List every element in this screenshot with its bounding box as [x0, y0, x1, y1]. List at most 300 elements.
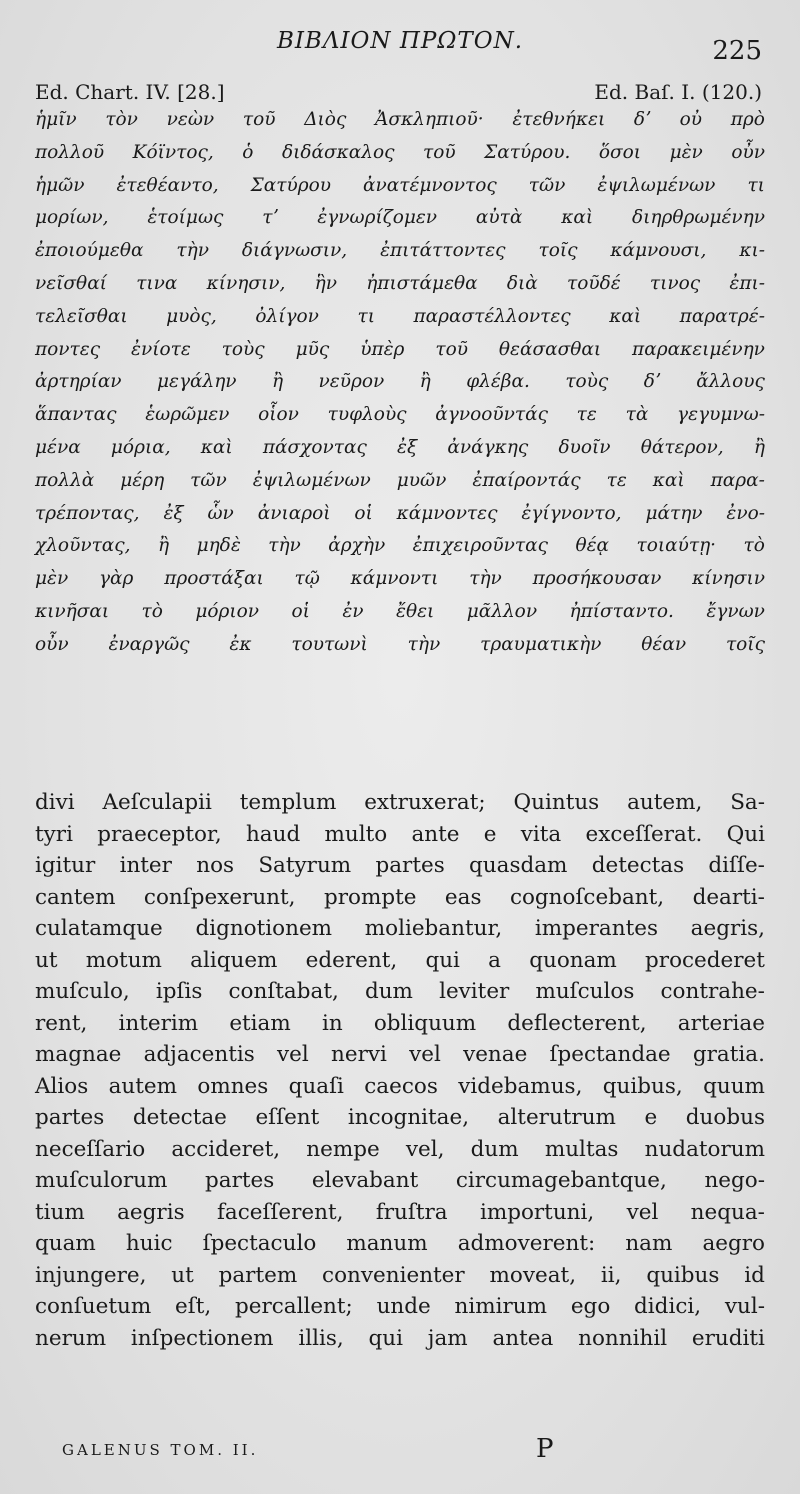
word: tium — [35, 1199, 85, 1225]
word: Qui — [726, 821, 765, 847]
word: παρατρέ- — [679, 305, 765, 327]
word: huic — [125, 1231, 173, 1256]
word: τοῦ — [435, 338, 468, 360]
word: in — [321, 1010, 343, 1036]
word: τὴν — [176, 240, 209, 262]
word: καὶ — [561, 207, 594, 229]
word: detectae — [132, 1105, 227, 1130]
word: τοῦ — [422, 141, 456, 163]
word: quonam — [529, 947, 617, 973]
word: ἐγίγνοντο, — [521, 502, 622, 524]
word: μῦς — [295, 338, 330, 360]
word: πολλὰ — [35, 469, 95, 491]
greek-text-line — [35, 432, 765, 465]
word: adjacentis — [143, 1042, 255, 1067]
word: τινα — [136, 272, 178, 294]
word: cantem — [35, 884, 116, 910]
word: προστάξαι — [164, 568, 264, 590]
word: οὖν — [35, 633, 69, 655]
word: ὧν — [207, 502, 234, 524]
word: elevabant — [311, 1168, 419, 1193]
word: τι — [747, 174, 765, 196]
word: eſt, — [175, 1294, 212, 1319]
latin-text-line — [35, 1071, 765, 1103]
word: divi — [35, 790, 75, 815]
word: ἐξ — [397, 436, 418, 458]
word: τε — [576, 404, 597, 426]
word: τοῖς — [725, 633, 765, 655]
word: τελεῖσθαι — [35, 305, 128, 327]
word: οἱ — [354, 502, 373, 524]
word: jam — [427, 1325, 468, 1351]
word: τοῦ — [242, 109, 276, 130]
word: ἐν — [342, 600, 364, 622]
word: τοῦδέ — [567, 272, 621, 294]
word: δʼ — [633, 109, 651, 130]
word: τῶν — [190, 469, 227, 491]
greek-text-line — [35, 235, 765, 268]
word: fruſtra — [375, 1199, 448, 1225]
word: ἀνατέμνοντος — [362, 174, 497, 196]
word: tyri — [35, 821, 73, 847]
word: πάσχοντας — [262, 436, 367, 458]
latin-text-line — [35, 1134, 765, 1166]
word: ἀρχὴν — [328, 535, 386, 557]
word: moveat, — [489, 1262, 577, 1288]
word: θεάσασθαι — [498, 338, 602, 360]
word: leviter — [439, 979, 510, 1004]
latin-text-line — [35, 882, 765, 914]
word: manum — [346, 1231, 428, 1256]
word: aegris, — [690, 916, 765, 941]
word: ut — [171, 1262, 194, 1288]
word: παρα- — [710, 469, 765, 491]
word: partes — [35, 1105, 105, 1130]
word: μεγάλην — [157, 371, 237, 393]
word: culatamque — [35, 916, 163, 941]
word: τʼ — [262, 207, 279, 229]
word: ἐπι- — [729, 272, 765, 294]
word: dum — [470, 1136, 519, 1162]
word: ἐπιτάττοντες — [380, 240, 506, 262]
word: τυφλοὺς — [327, 404, 407, 426]
word: νεῦρον — [318, 371, 385, 393]
word: imperantes — [534, 916, 658, 941]
word: καὶ — [609, 305, 642, 327]
word: nos — [196, 853, 235, 878]
signature-mark: P — [536, 1434, 554, 1464]
word: motum — [85, 947, 162, 973]
word: extruxerat; — [364, 790, 486, 815]
word: αὐτὰ — [475, 207, 523, 229]
word: muſculos — [535, 979, 635, 1004]
word: μάτην — [645, 502, 703, 524]
word: quasdam — [469, 853, 568, 878]
word: Satyrum — [258, 853, 352, 878]
word: illis, — [298, 1325, 344, 1351]
word: detectas — [591, 853, 685, 878]
word: τοῖς — [538, 240, 578, 262]
word: πρὸ — [730, 109, 765, 130]
word: διηρθρωμένην — [632, 207, 765, 229]
word: nego- — [704, 1168, 765, 1193]
word: ipſis — [155, 979, 203, 1004]
word: ἅπαντας — [35, 404, 117, 426]
word: quaſi — [288, 1073, 344, 1099]
word: unde — [376, 1294, 431, 1319]
word: ego — [570, 1294, 611, 1319]
word: eas — [444, 884, 482, 910]
latin-text-line — [35, 1197, 765, 1229]
edition-reference-left: Ed. Chart. IV. [28.] — [35, 80, 225, 104]
word: conſuetum — [35, 1294, 152, 1319]
word: οὐ — [679, 109, 703, 130]
word: ſpectaculo — [202, 1231, 317, 1256]
word: ante — [411, 821, 460, 847]
word: conſpexerunt, — [143, 884, 296, 910]
word: ἔθει — [396, 600, 435, 622]
word: Διὸς — [304, 109, 347, 130]
word: videbamus, — [458, 1073, 583, 1099]
word: quibus, — [602, 1073, 683, 1099]
word: gratia. — [692, 1042, 765, 1067]
word: γεγυμνω- — [677, 404, 765, 426]
word: μορίων, — [35, 207, 109, 229]
word: μυῶν — [396, 469, 447, 491]
word: muſculo, — [35, 979, 130, 1004]
word: diſſe- — [708, 853, 765, 878]
word: vel — [626, 1199, 659, 1225]
word: quam — [35, 1231, 96, 1256]
word: ſpectandae — [549, 1042, 671, 1067]
word: μέρη — [120, 469, 165, 491]
word: διδάσκαλος — [281, 141, 395, 163]
word: κίνησιν, — [206, 272, 286, 294]
word: καὶ — [652, 469, 685, 491]
word: vel — [277, 1042, 309, 1067]
word: dearti- — [692, 884, 765, 910]
latin-text-block — [35, 787, 765, 1354]
word: Quintus — [513, 790, 600, 815]
word: ii, — [600, 1262, 622, 1288]
word: magnae — [35, 1042, 122, 1067]
word: vel — [409, 1042, 441, 1067]
word: προσήκουσαν — [532, 568, 662, 590]
word: ἐκ — [229, 633, 252, 655]
word: ἐναργῶς — [108, 633, 190, 655]
word: cognoſcebant, — [509, 884, 665, 910]
word: eruditi — [691, 1325, 765, 1351]
latin-text-line — [35, 819, 765, 851]
word: παρακειμένην — [632, 338, 765, 360]
word: Σατύρου — [250, 174, 331, 196]
running-head: ΒΙΒΛΙΟΝ ΠΡΩΤΟΝ. — [276, 28, 524, 54]
word: Alios — [35, 1073, 89, 1099]
word: qui — [368, 1325, 403, 1351]
page-number: 225 — [712, 36, 762, 66]
word: τὸ — [743, 535, 765, 557]
latin-text-line — [35, 1260, 765, 1292]
word: Κόϊντος, — [132, 141, 214, 163]
word: e — [483, 821, 497, 847]
word: nempe — [306, 1136, 380, 1162]
word: nudatorum — [644, 1136, 765, 1162]
word: παραστέλλοντες — [413, 305, 571, 327]
word: γὰρ — [99, 568, 134, 590]
word: venae — [463, 1042, 528, 1067]
word: οἷον — [258, 404, 299, 426]
word: praeceptor, — [97, 821, 222, 847]
word: omnes — [197, 1073, 269, 1099]
word: a — [488, 947, 501, 973]
word: ἠπιστάμεθα — [366, 272, 478, 294]
word: quibus — [646, 1262, 720, 1288]
word: aegro — [702, 1231, 765, 1256]
word: prompte — [323, 884, 417, 910]
word: rent, — [35, 1010, 88, 1036]
word: conſtabat, — [228, 979, 339, 1004]
word: ἡμῶν — [35, 174, 85, 196]
word: θέᾳ — [575, 535, 610, 557]
greek-text-line — [35, 465, 765, 498]
word: partem — [218, 1262, 298, 1288]
word: τὴν — [268, 535, 301, 557]
word: ὀλίγον — [255, 305, 319, 327]
word: caecos — [364, 1073, 438, 1099]
latin-text-line — [35, 1323, 765, 1355]
word: τῷ — [294, 568, 320, 590]
greek-text-line — [35, 629, 765, 662]
word: θάτερον, — [640, 436, 724, 458]
greek-text-line — [35, 301, 765, 334]
word: ἢ — [272, 371, 284, 393]
word: convenienter — [322, 1262, 465, 1288]
word: multo — [324, 821, 388, 847]
word: ὁ — [242, 141, 254, 163]
word: τε — [606, 469, 627, 491]
word: etiam — [229, 1010, 291, 1036]
word: id — [744, 1262, 765, 1288]
word: ἣν — [314, 272, 337, 294]
word: κι- — [739, 240, 765, 262]
word: inter — [119, 853, 172, 878]
word: ποντες — [35, 338, 101, 360]
greek-text-line — [35, 530, 765, 563]
greek-text-line — [35, 202, 765, 235]
word: ἑτοίμως — [147, 207, 224, 229]
word: nimirum — [454, 1294, 548, 1319]
latin-text-line — [35, 1102, 765, 1134]
greek-text-line — [35, 268, 765, 301]
word: Aeſculapii — [102, 790, 212, 815]
word: ἐψιλωμένων — [597, 174, 716, 196]
word: deflecterent, — [507, 1010, 647, 1036]
word: τὸν — [105, 109, 138, 130]
word: κινῆσαι — [35, 600, 110, 622]
greek-text-line — [35, 137, 765, 170]
word: μᾶλλον — [466, 600, 538, 622]
word: dignotionem — [195, 916, 333, 941]
word: ἐνο- — [726, 502, 765, 524]
word: aegris — [117, 1199, 185, 1225]
word: qui — [425, 947, 460, 973]
latin-text-line — [35, 913, 765, 945]
word: ἢ — [419, 371, 431, 393]
word: τινος — [649, 272, 701, 294]
greek-text-line — [35, 596, 765, 629]
word: ἐτεθέαντο, — [116, 174, 219, 196]
word: inſpectionem — [130, 1325, 274, 1351]
word: obliquum — [373, 1010, 477, 1036]
latin-text-line — [35, 945, 765, 977]
greek-text-line — [35, 563, 765, 596]
word: didici, — [634, 1294, 702, 1319]
word: partes — [375, 853, 445, 878]
word: vel, — [405, 1136, 445, 1162]
latin-text-line — [35, 1291, 765, 1323]
word: multas — [544, 1136, 619, 1162]
word: eſſent — [255, 1105, 320, 1130]
latin-text-line — [35, 1165, 765, 1197]
word: alterutrum — [497, 1105, 616, 1130]
word: nonnihil — [578, 1325, 668, 1351]
word: πολλοῦ — [35, 141, 105, 163]
word: admoverent: — [457, 1231, 596, 1256]
word: accideret, — [171, 1136, 281, 1162]
word: κάμνουσι, — [610, 240, 707, 262]
word: injungere, — [35, 1262, 147, 1288]
word: θέαν — [641, 633, 687, 655]
word: antea — [492, 1325, 554, 1351]
word: nequa- — [690, 1199, 765, 1225]
word: ἐποιούμεθα — [35, 240, 144, 262]
printer-signature: GALENUS TOM. II. — [62, 1441, 259, 1459]
word: nam — [625, 1231, 673, 1256]
word: διάγνωσιν, — [241, 240, 348, 262]
word: ἡμῖν — [35, 109, 77, 130]
word: φλέβα. — [466, 371, 530, 393]
word: faceſſerent, — [216, 1199, 344, 1225]
word: ἀρτηρίαν — [35, 371, 122, 393]
word: ἀνιαροὶ — [257, 502, 331, 524]
word: interim — [118, 1010, 199, 1036]
word: ἐτεθνήκει — [512, 109, 606, 130]
greek-text-line — [35, 170, 765, 203]
word: τὴν — [407, 633, 441, 655]
word: ut — [35, 947, 58, 973]
word: μόριον — [195, 600, 260, 622]
greek-text-line — [35, 498, 765, 531]
word: δʼ — [643, 371, 661, 393]
word: κάμνοντι — [350, 568, 439, 590]
word: Sa- — [730, 790, 765, 815]
word: διὰ — [506, 272, 538, 294]
word: circumagebantque, — [455, 1168, 667, 1193]
word: τουτωνὶ — [291, 633, 368, 655]
word: μηδὲ — [196, 535, 241, 557]
word: ἑωρῶμεν — [145, 404, 230, 426]
word: ἔγνων — [706, 600, 765, 622]
word: μόρια, — [110, 436, 171, 458]
word: τοὺς — [221, 338, 265, 360]
latin-text-line — [35, 787, 765, 819]
word: μυὸς, — [166, 305, 217, 327]
word: importuni, — [479, 1199, 595, 1225]
word: ἠπίσταντο. — [569, 600, 674, 622]
word: nervi — [331, 1042, 387, 1067]
word: κάμνοντες — [396, 502, 498, 524]
word: e — [644, 1105, 658, 1130]
word: ἐξ — [163, 502, 184, 524]
word: haud — [245, 821, 301, 847]
word: ἄλλους — [696, 371, 765, 393]
edition-reference-right: Ed. Baſ. I. (120.) — [594, 80, 762, 104]
word: οἱ — [291, 600, 310, 622]
word: κίνησιν — [692, 568, 765, 590]
word: exceſſerat. — [585, 821, 703, 847]
word: autem, — [627, 790, 703, 815]
word: igitur — [35, 853, 96, 878]
greek-text-line — [35, 366, 765, 399]
latin-text-line — [35, 850, 765, 882]
word: τραυματικὴν — [480, 633, 602, 655]
word: ἀνάγκης — [447, 436, 529, 458]
word: μὲν — [669, 141, 703, 163]
greek-text-line — [35, 399, 765, 432]
word: τοὺς — [565, 371, 609, 393]
word: ἢ — [753, 436, 765, 458]
word: ἐπιχειροῦντας — [412, 535, 548, 557]
word: καὶ — [200, 436, 233, 458]
word: ὑπὲρ — [360, 338, 405, 360]
word: νεὼν — [166, 109, 215, 130]
word: ἐνίοτε — [131, 338, 191, 360]
word: νεῖσθαί — [35, 272, 107, 294]
word: Σατύρου. — [484, 141, 571, 163]
word: muſculorum — [35, 1168, 168, 1193]
word: ὅσοι — [598, 141, 642, 163]
word: τι — [357, 305, 375, 327]
word: contrahe- — [660, 979, 765, 1004]
word: ἢ — [158, 535, 170, 557]
word: autem — [108, 1073, 178, 1099]
greek-text-line — [35, 104, 765, 137]
latin-text-line — [35, 1039, 765, 1071]
word: ἀγνοοῦντάς — [435, 404, 548, 426]
greek-text-block — [35, 104, 765, 662]
word: μένα — [35, 436, 81, 458]
word: ἐγνωρίζομεν — [317, 207, 438, 229]
word: τὴν — [469, 568, 502, 590]
word: vita — [520, 821, 562, 847]
greek-text-line — [35, 334, 765, 367]
word: templum — [239, 790, 337, 815]
word: οὖν — [731, 141, 765, 163]
word: τοιαύτῃ· — [636, 535, 717, 557]
word: duobus — [685, 1105, 765, 1130]
word: ἐψιλωμένων — [252, 469, 371, 491]
word: ἐπαίροντάς — [472, 469, 581, 491]
word: μὲν — [35, 568, 69, 590]
word: τῶν — [528, 174, 566, 196]
word: percallent; — [234, 1294, 353, 1319]
word: τὸ — [141, 600, 163, 622]
word: τὰ — [625, 404, 649, 426]
word: aliquem — [190, 947, 278, 973]
word: quum — [703, 1073, 765, 1099]
word: nerum — [35, 1325, 107, 1351]
word: vul- — [724, 1294, 765, 1319]
